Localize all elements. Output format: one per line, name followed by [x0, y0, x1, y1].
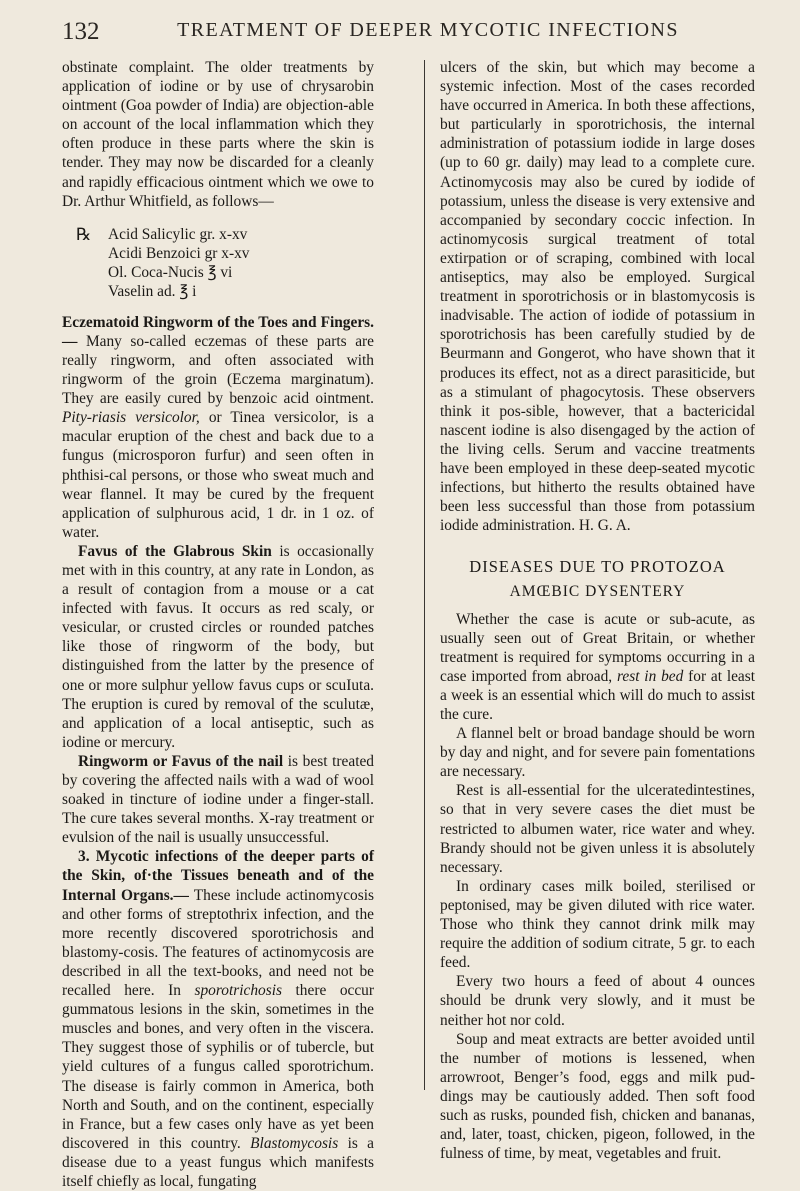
- rx-line-1: Acid Salicylic gr. x-xv: [108, 225, 248, 243]
- paragraph-diet: Rest is all-essential for the ulceratedintestines, so that in very severe cases the diet must be restricted to albumen water, rice water and whey. Brandy should not be given unless it is absolutely necessary.: [440, 782, 755, 876]
- text-mycotic-a: These include actinomycosis and other forms of streptothrix infection, and the more recently discovered sporotrichosis and blastomy-cosis. The features of actinomycosis are described in all the text-books, and need not be recalled here. In: [62, 886, 375, 1000]
- paragraph-ulcers: ulcers of the skin, but which may become a systemic infection. Most of the cases recorded have occurred in America. In both these affections, but particularly in sporotrichosis, the internal administration of potassium iodide in large doses (up to 60 gr. daily) may lead to a complete cure. Actinomycosis may also be cured by iodide of potassium, unless the disease is very extensive and accompanied by secondary coccic infection. In actinomycosis surgical treatment of total extirpation or of scraping, combined with local antiseptics, may also be employed. Surgical treatment in sporotrichosis or in blastomycosis is inadvisable. The action of iodide of potassium in sporotrichosis has been carefully studied by de Beurmann and Gongerot, who have shown that it produces its effect, not as a direct parasiticide, but as a stimulant of phagocytosis. These observers think it pos-sible, however, that a bactericidal nascent iodine is also disengaged by the action of the living cells. Serum and vaccine treatments have been employed in these deep-seated mycotic infections, but hitherto the results obtained have been less successful than those from potassium iodide administration. H. G. A.: [440, 59, 755, 535]
- heading-favus: Favus of the Glabrous Skin: [78, 542, 272, 560]
- prescription: [76, 225, 374, 301]
- section-heading: DISEASES DUE TO PROTOZOA: [469, 557, 726, 577]
- column-divider: [424, 60, 425, 1090]
- text-rest-in-bed: rest in bed: [616, 667, 684, 685]
- text-pityriasis: Pity-riasis versicolor,: [62, 409, 200, 427]
- page-number: 132: [62, 18, 100, 45]
- paragraph-food: Soup and meat extracts are better avoided until the number of motions is lessened, when arrowroot, Benger’s food, eggs and milk pud-dings may be cautiously added. Then soft food such as rusks, pounded fish, chicken and bananas, and, later, toast, chicken, pigeon, followed, in the fulness of time, by meat, vegetables and fruit.: [440, 1030, 755, 1163]
- paragraph-nail: [62, 752, 374, 847]
- left-column: [62, 58, 374, 1191]
- text-sporotrichosis: sporotrichosis: [194, 982, 282, 1000]
- recipe-symbol: ℞: [76, 224, 92, 244]
- paragraph-intro: obstinate complaint. The older treatments by application of iodine or by use of chrysarobin ointment (Goa powder of India) are objection-able on account of the local inflammation which they often produce in these parts where the skin is tender. They may now be discarded for a cleanly and rapidly efficacious ointment which we owe to Dr. Arthur Whitfield, as follows—: [62, 59, 374, 210]
- text-mycotic-b: there occur gummatous lesions in the skin, sometimes in the muscles and bones, and very often in the viscera. They suggest those of syphilis or of tubercle, but yield cultures of a fungus called sporotrichum. The disease is fairly common in America, both North and South, and on the continent, especially in France, but a few cases only have as yet been discovered in this country.: [62, 982, 375, 1152]
- rx-line-2: Acidi Benzoici gr x-xv: [108, 244, 250, 262]
- paragraph-favus: [62, 542, 374, 752]
- text-blastomycosis: Blastomycosis: [250, 1134, 339, 1152]
- rx-line-3: Ol. Coca-Nucis ℥ vi: [108, 263, 233, 281]
- text-favus: is occasionally met with in this country, at any rate in London, as a result of contagion from a mouse or a cat infected with favus. It occurs as red scaly, or vesicular, or crusted circles or rounded patches like those of ringworm of the body, but distinguished from the latter by the presence of one or more sulphur yellow favus cups or scuIuta. The eruption is cured by removal of the sculutæ, and application of a local antiseptic, such as iodine or mercury.: [62, 542, 374, 751]
- text-mycotic-c: is a disease due to a yeast fungus which manifests itself chiefly as local, fungating: [62, 1134, 375, 1190]
- paragraph-eczematoid: [62, 313, 374, 542]
- heading-eczematoid: Eczematoid Ringworm of the Toes and Fingers.—: [62, 313, 374, 350]
- heading-mycotic: 3. Mycotic infections of the deeper parts of the Skin, of·the Tissues beneath and of the Internal Organs.—: [62, 848, 374, 904]
- paragraph-rest: [440, 610, 755, 725]
- text-eczematoid-a: Many so-called eczemas of these parts are really ringworm, and often associated with ringworm of the groin (Eczema marginatum). They are easily cured by benzoic acid ointment.: [62, 332, 374, 408]
- page-header: [62, 18, 752, 48]
- text-rest-b: for at least a week is an essential which will do much to assist the cure.: [440, 667, 756, 723]
- text-eczematoid-b: or Tinea versicolor, is a macular eruption of the chest and back due to a fungus (microsporon furfur) and seen often in phthisi-cal persons, or those who sweat much and wear flannel. It may be cured by the frequent application of sulphurous acid, 1 dr. in 1 oz. of water.: [62, 409, 374, 541]
- paragraph-feeding: Every two hours a feed of about 4 ounces should be drunk very slowly, and it must be neither hot nor cold.: [440, 973, 755, 1029]
- paragraph-mycotic: [62, 847, 374, 1191]
- text-rest-a: Whether the case is acute or sub-acute, as usually seen out of Great Britain, or whether treatment is required for symptoms occurring in a case imported from abroad,: [440, 610, 755, 685]
- subsection-heading: AMŒBIC DYSENTERY: [509, 583, 686, 601]
- right-column: [440, 58, 755, 1163]
- running-title: TREATMENT OF DEEPER MYCOTIC INFECTIONS: [177, 19, 679, 41]
- paragraph-flannel: A flannel belt or broad bandage should be worn by day and night, and for severe pain fomentations are necessary.: [440, 725, 755, 781]
- paragraph-milk: In ordinary cases milk boiled, sterilised or peptonised, may be given diluted with rice water. Those who think they cannot drink milk may require the addition of sodium citrate, 5 gr. to each feed.: [440, 877, 755, 972]
- text-nail: is best treated by covering the affected nails with a wad of wool soaked in tincture of iodine under a finger-stall. The cure takes several months. X-ray treatment or evulsion of the nail is usually unsuccessful.: [62, 752, 374, 847]
- heading-nail: Ringworm or Favus of the nail: [78, 752, 284, 770]
- rx-line-4: Vaselin ad. ℥ i: [108, 282, 197, 300]
